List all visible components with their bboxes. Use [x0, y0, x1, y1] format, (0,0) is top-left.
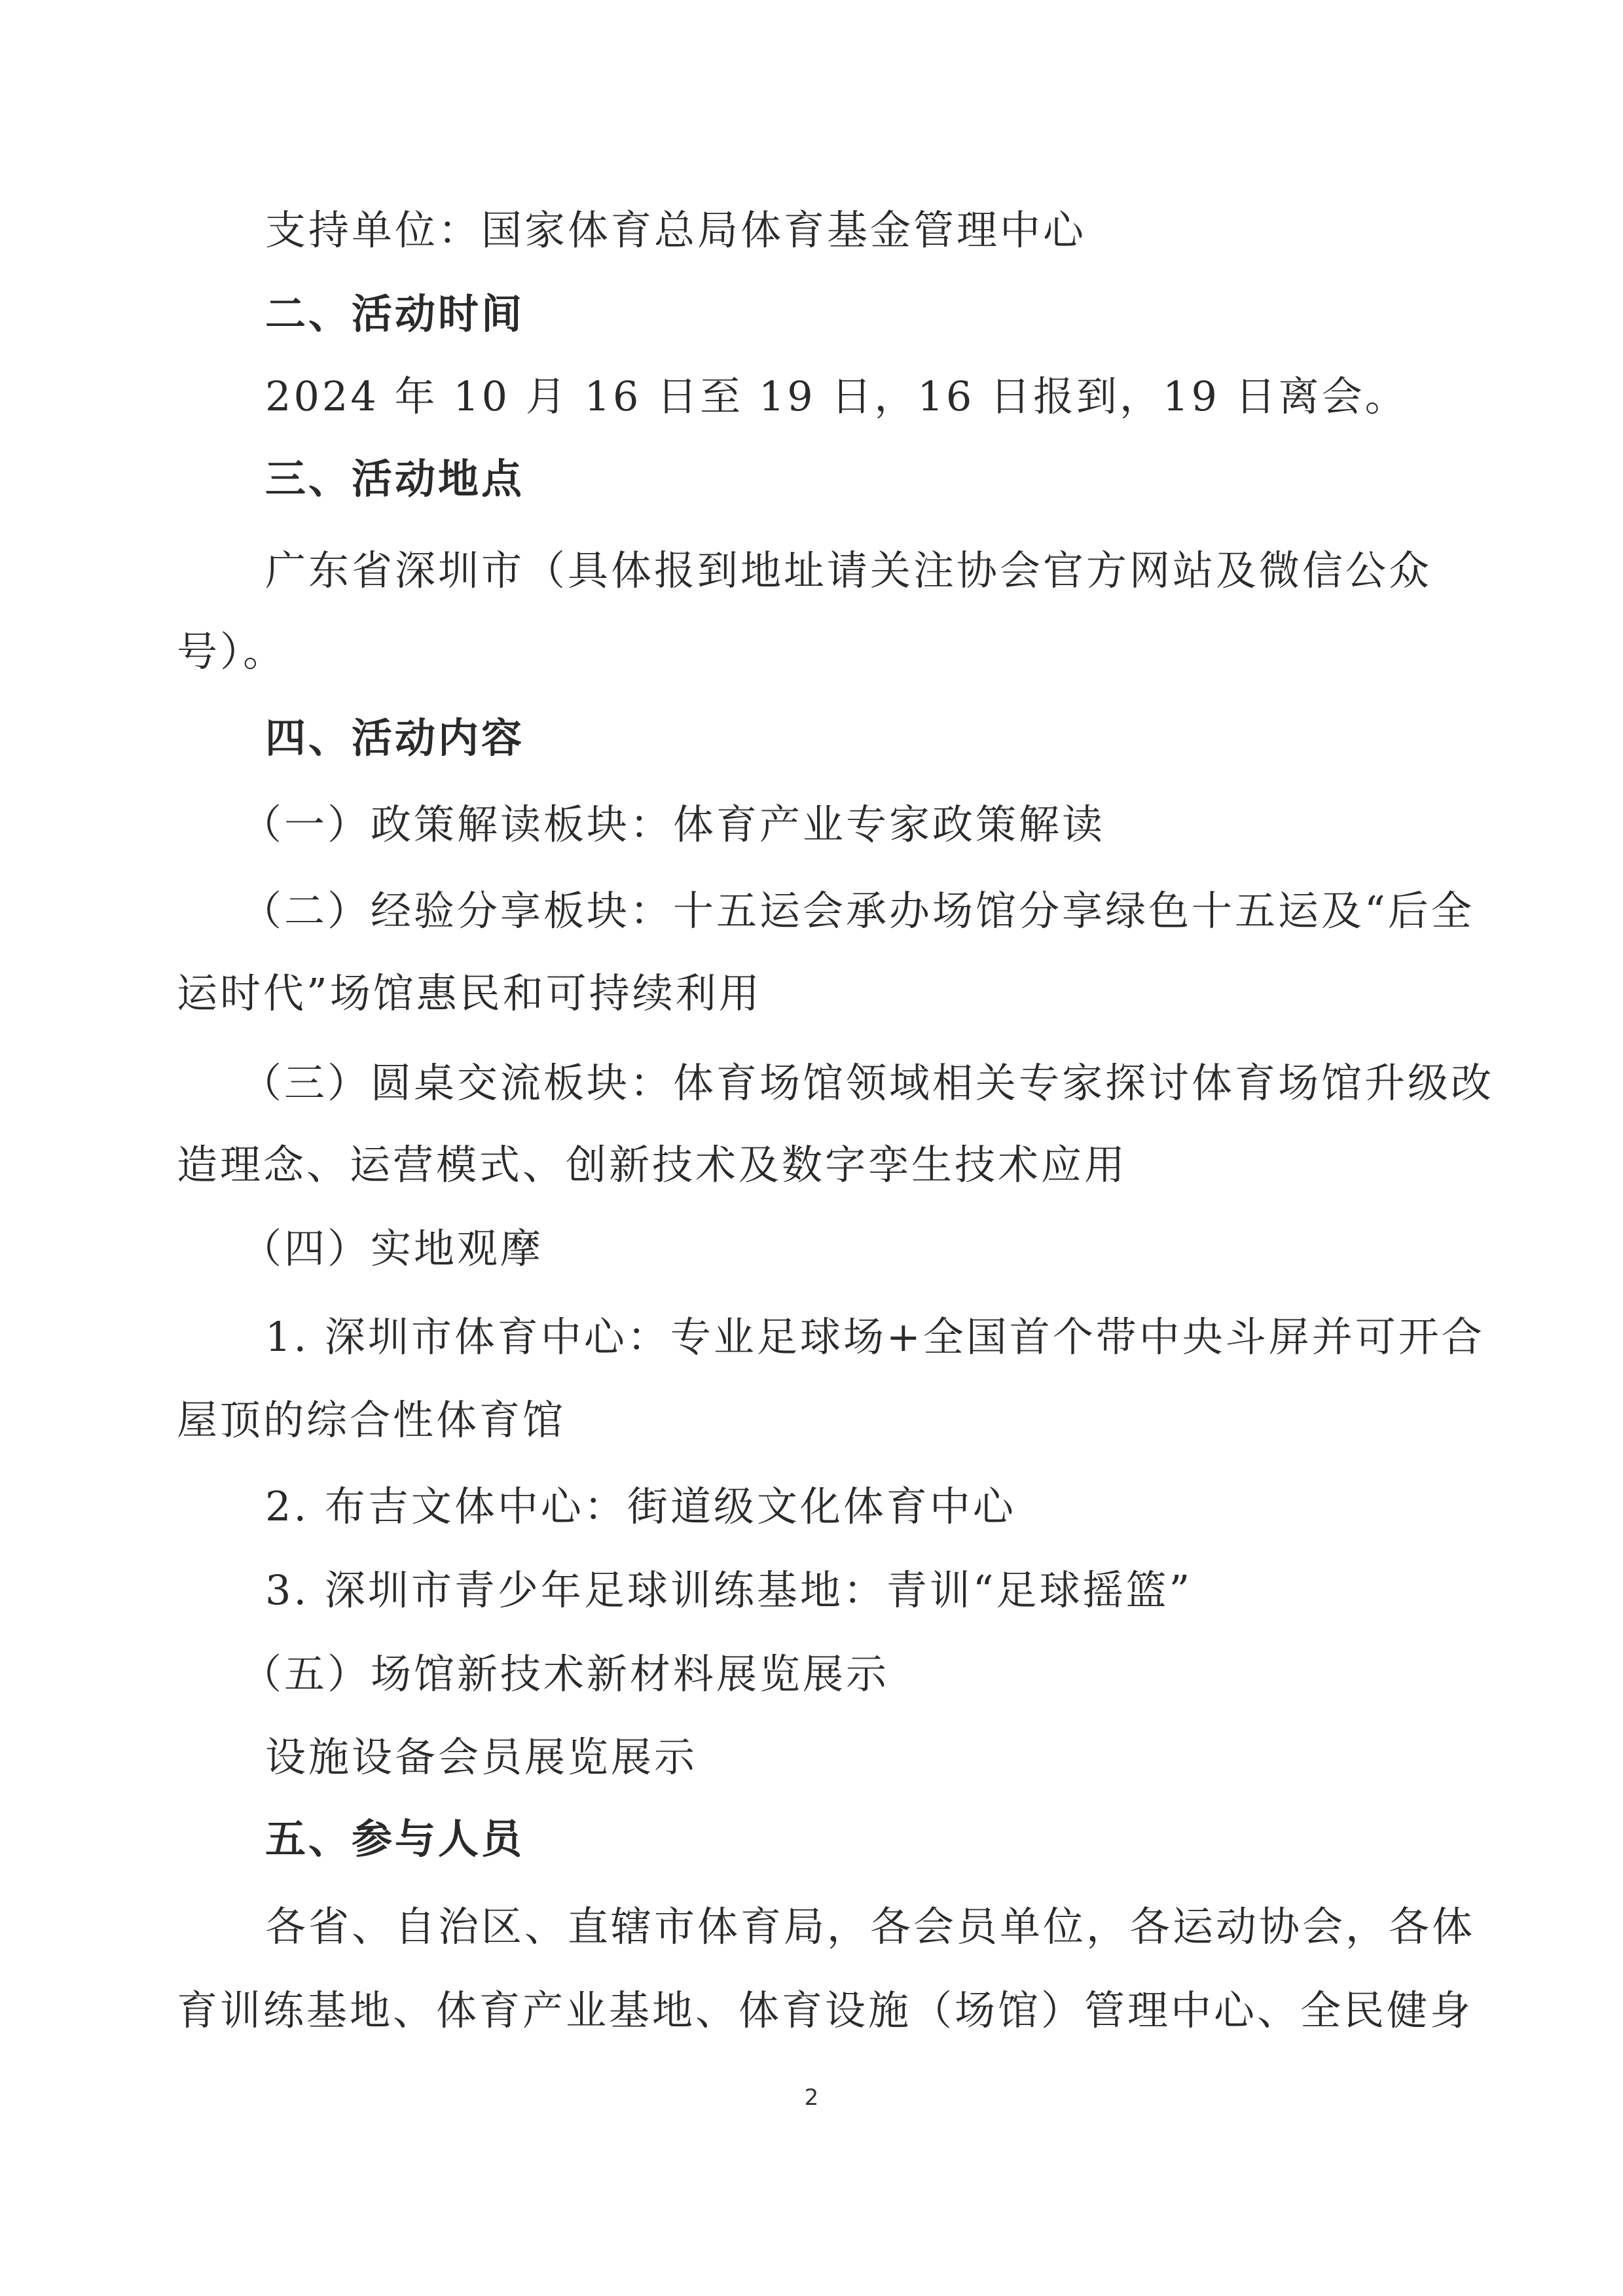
- content-item-2-line-2: 运时代”场馆惠民和可持续利用: [177, 969, 762, 1017]
- content-item-5: （五）场馆新技术新材料展览展示: [241, 1650, 890, 1698]
- visit-item-1-line-2: 屋顶的综合性体育馆: [177, 1396, 566, 1444]
- content-item-1: （一）政策解读板块：体育产业专家政策解读: [241, 800, 1106, 848]
- visit-item-3: 3. 深圳市青少年足球训练基地：青训“足球摇篮”: [265, 1566, 1193, 1614]
- location-line-2: 号）。: [177, 628, 287, 675]
- page-number: 2: [804, 2085, 819, 2111]
- section-heading-content: 四、活动内容: [265, 714, 525, 762]
- exhibition-line: 设施设备会员展览展示: [265, 1733, 698, 1781]
- content-item-4: （四）实地观摩: [241, 1225, 544, 1272]
- section-heading-location: 三、活动地点: [265, 455, 525, 503]
- visit-item-1-line-1: 1. 深圳市体育中心：专业足球场+全国首个带中央斗屏并可开合: [265, 1313, 1485, 1361]
- visit-item-2: 2. 布吉文体中心：街道级文化体育中心: [265, 1482, 1016, 1530]
- content-item-2-line-1: （二）经验分享板块：十五运会承办场馆分享绿色十五运及“后全: [241, 887, 1474, 935]
- content-item-3-line-2: 造理念、运营模式、创新技术及数字孪生技术应用: [177, 1141, 1128, 1189]
- section-heading-participants: 五、参与人员: [265, 1815, 525, 1863]
- section-heading-time: 二、活动时间: [265, 290, 525, 338]
- activity-time-line: 2024 年 10 月 16 日至 19 日，16 日报到，19 日离会。: [265, 372, 1408, 420]
- location-line-1: 广东省深圳市（具体报到地址请关注协会官方网站及微信公众: [265, 547, 1432, 594]
- participants-line-1: 各省、自治区、直辖市体育局，各会员单位，各运动协会，各体: [265, 1903, 1476, 1950]
- participants-line-2: 育训练基地、体育产业基地、体育设施（场馆）管理中心、全民健身: [177, 1986, 1474, 2034]
- content-item-3-line-1: （三）圆桌交流板块：体育场馆领域相关专家探讨体育场馆升级改: [241, 1059, 1495, 1107]
- support-unit-line: 支持单位：国家体育总局体育基金管理中心: [265, 206, 1087, 254]
